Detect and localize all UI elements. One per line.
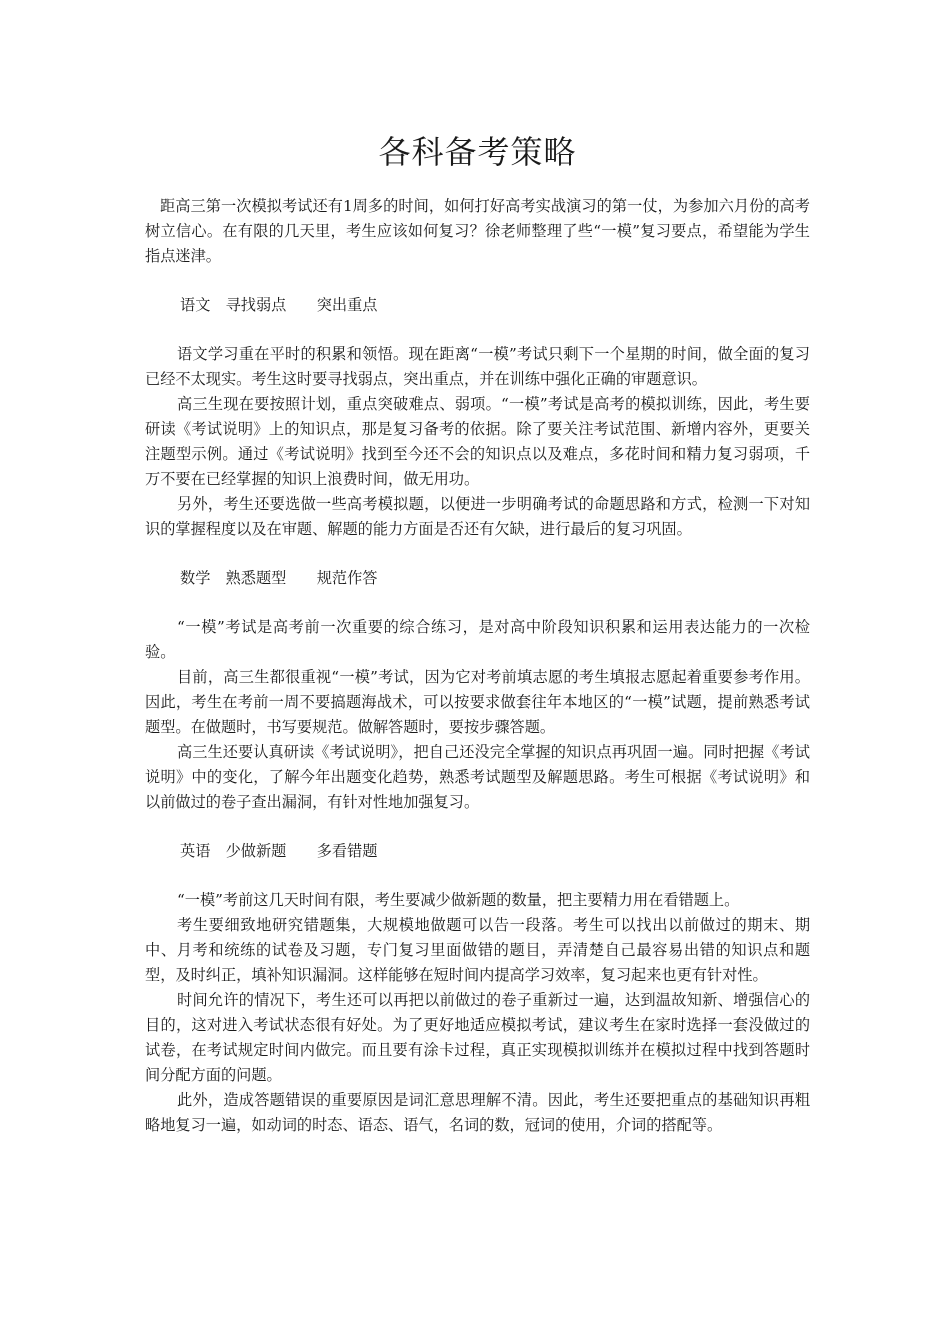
body-paragraph: 考生要细致地研究错题集，大规模地做题可以告一段落。考生可以找出以前做过的期末、期中、月考和统练的试卷及习题，专门复习里面做错的题目，弄清楚自己最容易出错的知识点和题型，及时纠正，填补知识漏洞。这样能够在短时间内提高学习效率，复习起来也更有针对性。 [145, 916, 810, 984]
section-body [145, 342, 810, 542]
body-paragraph: 另外，考生还要选做一些高考模拟题，以便进一步明确考试的命题思路和方式，检测一下对知识的掌握程度以及在审题、解题的能力方面是否还有欠缺，进行最后的复习巩固。 [145, 495, 810, 538]
body-paragraph: “一模”考试是高考前一次重要的综合练习，是对高中阶段知识积累和运用表达能力的一次检验。 [145, 618, 810, 661]
body-paragraph: 此外，造成答题错误的重要原因是词汇意思理解不清。因此，考生还要把重点的基础知识再粗略地复习一遍，如动词的时态、语态、语气，名词的数，冠词的使用，介词的搭配等。 [145, 1091, 810, 1134]
body-paragraph: 高三生现在要按照计划，重点突破难点、弱项。“一模”考试是高考的模拟训练，因此，考生要研读《考试说明》上的知识点，那是复习备考的依据。除了要关注考试范围、新增内容外，更要关注题型示例。通过《考试说明》找到至今还不会的知识点以及难点，多花时间和精力复习弱项，千万不要在已经掌握的知识上浪费时间，做无用功。 [145, 395, 810, 488]
body-paragraph: 语文学习重在平时的积累和领悟。现在距离“一模”考试只剩下一个星期的时间，做全面的复习已经不太现实。考生这时要寻找弱点，突出重点，并在训练中强化正确的审题意识。 [145, 345, 810, 388]
document-page [145, 0, 810, 1138]
document-title: 各科备考策略 [378, 133, 577, 171]
section-heading: 语文 寻找弱点 突出重点 [180, 296, 378, 314]
body-paragraph: 时间允许的情况下，考生还可以再把以前做过的卷子重新过一遍，达到温故知新、增强信心的目的，这对进入考试状态很有好处。为了更好地适应模拟考试，建议考生在家时选择一套没做过的试卷，在考试规定时间内做完。而且要有涂卡过程，真正实现模拟训练并在模拟过程中找到答题时间分配方面的问题。 [145, 991, 810, 1084]
section-heading: 英语 少做新题 多看错题 [180, 842, 378, 860]
body-paragraph: 高三生还要认真研读《考试说明》，把自己还没完全掌握的知识点再巩固一遍。同时把握《考试说明》中的变化，了解今年出题变化趋势，熟悉考试题型及解题思路。考生可根据《考试说明》和以前做过的卷子查出漏洞，有针对性地加强复习。 [145, 743, 810, 811]
section-body [145, 615, 810, 815]
section-heading: 数学 熟悉题型 规范作答 [180, 569, 378, 587]
body-paragraph: “一模”考前这几天时间有限，考生要减少做新题的数量，把主要精力用在看错题上。 [177, 891, 740, 909]
intro-paragraph: 距高三第一次模拟考试还有1周多的时间，如何打好高考实战演习的第一仗，为参加六月份的高考树立信心。在有限的几天里，考生应该如何复习？徐老师整理了些“一模”复习要点，希望能为学生指点迷津。 [145, 197, 810, 265]
section-math [145, 566, 810, 815]
section-body [145, 888, 810, 1138]
section-chinese [145, 293, 810, 542]
body-paragraph: 目前，高三生都很重视“一模”考试，因为它对考前填志愿的考生填报志愿起着重要参考作用。因此，考生在考前一周不要搞题海战术，可以按要求做套往年本地区的“一模”试题，提前熟悉考试题型。在做题时，书写要规范。做解答题时，要按步骤答题。 [145, 668, 810, 736]
section-english [145, 839, 810, 1138]
